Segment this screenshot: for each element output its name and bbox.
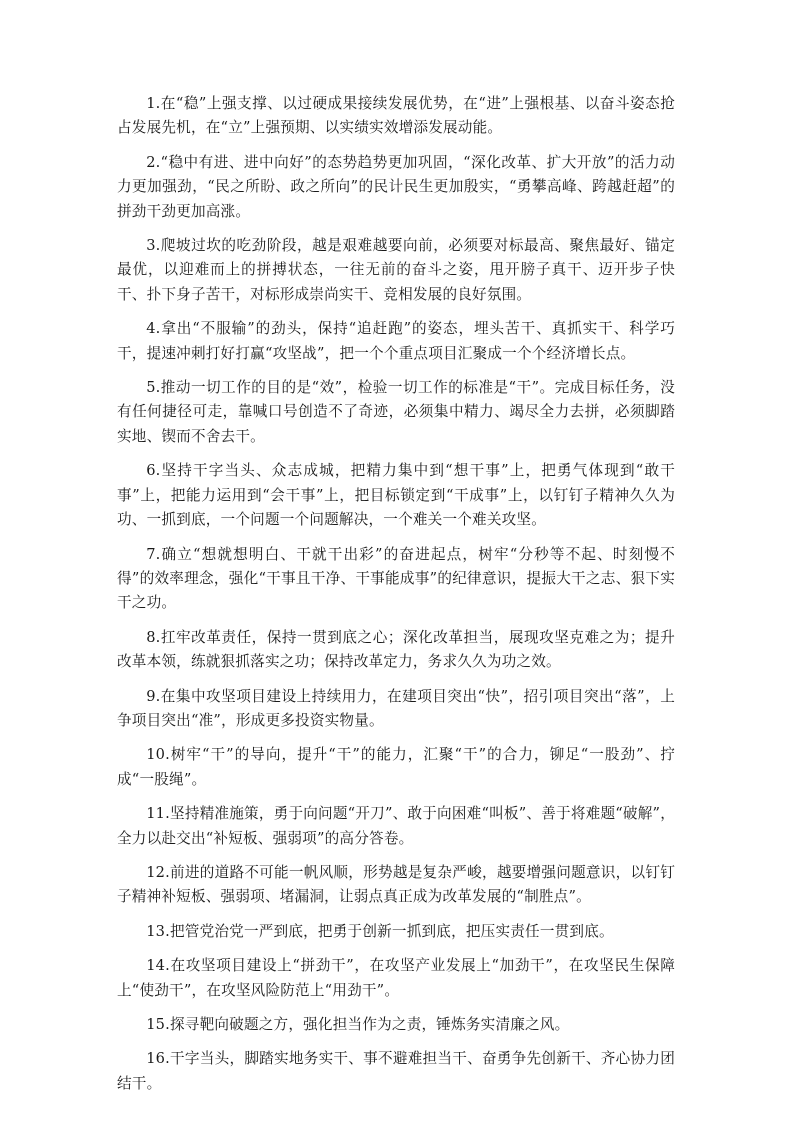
paragraph-7: 7.确立“想就想明白、干就干出彩”的奋进起点，树牢“分秒等不起、时刻慢不得”的效率理念，强化“干事且干净、干事能成事”的纪律意识，提振大干之志、狠下实干之功。: [117, 545, 675, 612]
paragraph-3: 3.爬坡过坎的吃劲阶段，越是艰难越要向前，必须要对标最高、聚焦最好、锚定最优，以迎难而上的拼搏状态，一往无前的奋斗之姿，甩开膀子真干、迈开步子快干、扑下身子苦干，对标形成崇尚实干、竞相发展的良好氛围。: [117, 237, 675, 303]
paragraph-4: 4.拿出“不服输”的劲头，保持“追赶跑”的姿态，埋头苦干、真抓实干、科学巧干，提速冲刺打好打赢“攻坚战”，把一个个重点项目汇聚成一个个经济增长点。: [117, 320, 675, 362]
paragraph-1: 1.在“稳”上强支撑、以过硬成果接续发展优势，在“进”上强根基、以奋斗姿态抢占发展先机，在“立”上强预期、以实绩实效增添发展动能。: [117, 95, 675, 137]
paragraph-8: 8.扛牢改革责任，保持一贯到底之心；深化改革担当，展现攻坚克难之为；提升改革本领，练就狠抓落实之功；保持改革定力，务求久久为功之效。: [117, 628, 675, 671]
paragraph-14: 14.在攻坚项目建设上“拼劲干”，在攻坚产业发展上“加劲干”，在攻坚民生保障上“使劲干”，在攻坚风险防范上“用劲干”。: [117, 957, 675, 999]
paragraph-5: 5.推动一切工作的目的是“效”，检验一切工作的标准是“干”。完成目标任务，没有任何捷径可走，靠喊口号创造不了奇迹，必须集中精力、竭尽全力去拼，必须脚踏实地、锲而不舍去干。: [117, 379, 675, 445]
paragraph-2: 2.“稳中有进、进中向好”的态势趋势更加巩固，“深化改革、扩大开放”的活力动力更加强劲，“民之所盼、政之所向”的民计民生更加殷实，“勇攀高峰、跨越赶超”的拼劲干劲更加高涨。: [117, 153, 675, 220]
paragraph-15: 15.探寻靶向破题之方，强化担当作为之责，锤炼务实清廉之风。: [146, 1016, 570, 1033]
paragraph-6: 6.坚持干字当头、众志成城，把精力集中到“想干事”上，把勇气体现到“敢干事”上，把能力运用到“会干事”上，把目标锁定到“干成事”上，以钉钉子精神久久为功、一抓到底，一个问题一个问题解决，一个难关一个难关攻坚。: [117, 462, 675, 529]
document-body: [117, 92, 675, 1106]
paragraph-16: 16.干字当头，脚踏实地务实干、事不避难担当干、奋勇争先创新干、齐心协力团结干。: [117, 1050, 675, 1092]
paragraph-13: 13.把管党治党一严到底，把勇于创新一抓到底，把压实责任一贯到底。: [146, 922, 614, 940]
paragraph-11: 11.坚持精准施策，勇于向问题“开刀”、敢于向困难“叫板”、善于将难题“破解”，全力以赴交出“补短板、强弱项”的高分答卷。: [117, 805, 675, 847]
paragraph-12: 12.前进的道路不可能一帆风顺，形势越是复杂严峻，越要增强问题意识，以钉钉子精神补短板、强弱项、堵漏洞，让弱点真正成为改革发展的“制胜点”。: [117, 863, 675, 906]
paragraph-9: 9.在集中攻坚项目建设上持续用力，在建项目突出“快”，招引项目突出“落”，上争项目突出“准”，形成更多投资实物量。: [117, 687, 675, 729]
paragraph-10: 10.树牢“干”的导向，提升“干”的能力，汇聚“干”的合力，铆足“一股劲”、拧成“一股绳”。: [117, 746, 675, 788]
